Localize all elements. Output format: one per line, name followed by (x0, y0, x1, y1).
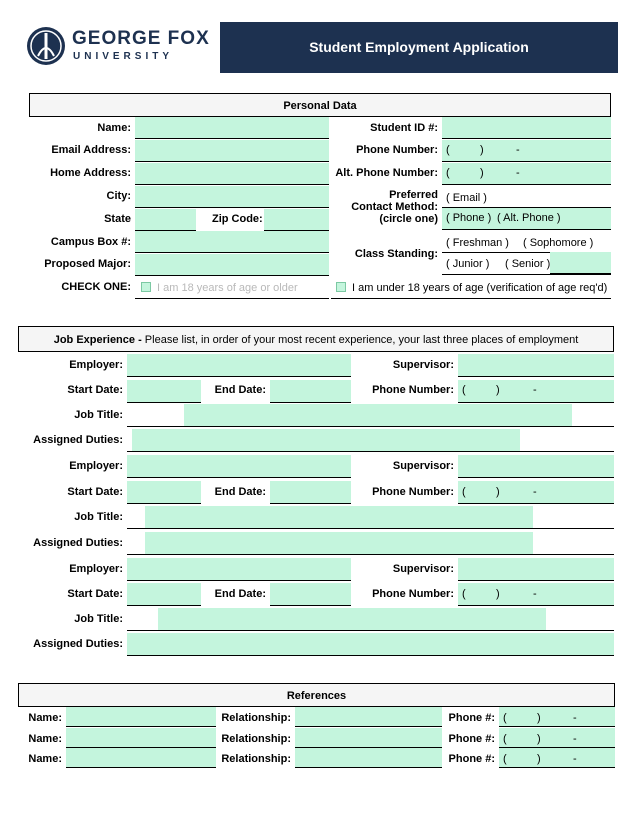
supervisor-3-field[interactable] (458, 558, 614, 581)
duties-2-label: Assigned Duties: (33, 537, 123, 549)
ref-1-relationship-label: Relationship: (221, 712, 291, 724)
campus-box-label: Campus Box #: (50, 236, 131, 248)
university-seal-icon (26, 26, 66, 66)
supervisor-3-label: Supervisor: (392, 563, 454, 575)
job-title-3-label: Job Title: (74, 613, 123, 625)
personal-data-header: Personal Data (29, 93, 611, 117)
sophomore-option[interactable]: ( Sophomore ) (523, 237, 594, 249)
logo (26, 26, 210, 66)
ref-1-phone-label: Phone #: (448, 712, 495, 724)
junior-option[interactable]: ( Junior ) (446, 258, 490, 270)
job-phone-3-close-paren: ) (496, 588, 500, 600)
ref-3-relationship-label: Relationship: (221, 753, 291, 765)
ref-1-phone-close-paren: ) (537, 712, 541, 724)
duties-1-label: Assigned Duties: (33, 434, 123, 446)
zip-label: Zip Code: (212, 213, 263, 225)
duties-1-field[interactable] (132, 429, 520, 452)
alt-phone-open-paren: ( (446, 167, 450, 179)
phone-open-paren: ( (446, 144, 450, 156)
job-experience-instructions: Please list, in order of your most recent experience, your last three places of employment (141, 334, 579, 346)
supervisor-2-field[interactable] (458, 455, 614, 478)
duties-2-field[interactable] (145, 532, 533, 555)
phone-dash: - (516, 144, 520, 156)
ref-1-name-label: Name: (28, 712, 62, 724)
ref-2-name-label: Name: (28, 733, 62, 745)
preferred-label: Preferred (389, 189, 438, 201)
employer-2-label: Employer: (69, 460, 123, 472)
alt-phone-close-paren: ) (480, 167, 484, 179)
ref-1-phone-field[interactable] (499, 707, 615, 727)
job-phone-2-label: Phone Number: (372, 486, 454, 498)
home-label: Home Address: (50, 167, 131, 179)
over-18-label: I am 18 years of age or older (157, 282, 298, 294)
ref-2-phone-close-paren: ) (537, 733, 541, 745)
job-phone-2-dash: - (533, 486, 537, 498)
job-phone-3-dash: - (533, 588, 537, 600)
email-label: Email Address: (51, 144, 131, 156)
ref-3-phone-field[interactable] (499, 748, 615, 768)
logo-subtitle: UNIVERSITY (73, 51, 174, 62)
ref-2-phone-label: Phone #: (448, 733, 495, 745)
ref-3-name-label: Name: (28, 753, 62, 765)
end-date-3-label: End Date: (214, 588, 266, 600)
start-date-1-field[interactable] (127, 380, 201, 403)
start-date-3-label: Start Date: (67, 588, 123, 600)
major-field[interactable] (135, 254, 329, 276)
job-phone-1-close-paren: ) (496, 384, 500, 396)
employer-1-label: Employer: (69, 359, 123, 371)
ref-2-phone-field[interactable] (499, 728, 615, 748)
job-phone-1-dash: - (533, 384, 537, 396)
start-date-2-field[interactable] (127, 481, 201, 504)
over-18-checkbox[interactable] (141, 282, 151, 292)
supervisor-2-label: Supervisor: (392, 460, 454, 472)
contact-email-option[interactable]: ( Email ) (446, 192, 487, 204)
job-phone-1-open-paren: ( (462, 384, 466, 396)
job-title-2-label: Job Title: (74, 511, 123, 523)
start-date-2-label: Start Date: (67, 486, 123, 498)
student-id-field[interactable] (442, 117, 611, 139)
senior-option[interactable]: ( Senior ) (505, 258, 551, 270)
major-label: Proposed Major: (44, 258, 131, 270)
ref-3-phone-close-paren: ) (537, 753, 541, 765)
job-title-3-field[interactable] (158, 608, 546, 631)
job-experience-title: Job Experience - (53, 334, 142, 346)
start-date-3-field[interactable] (127, 583, 201, 606)
supervisor-1-label: Supervisor: (392, 359, 454, 371)
supervisor-1-field[interactable] (458, 354, 614, 377)
state-label: State (104, 213, 131, 225)
start-date-1-label: Start Date: (67, 384, 123, 396)
ref-1-phone-dash: - (573, 712, 577, 724)
job-title-1-field[interactable] (184, 404, 572, 427)
employer-3-field[interactable] (127, 558, 351, 581)
contact-alt-phone-option[interactable]: ( Alt. Phone ) (497, 212, 561, 224)
phone-label: Phone Number: (356, 144, 438, 156)
circle-one-label: (circle one) (379, 213, 438, 225)
employer-2-field[interactable] (127, 455, 351, 478)
job-phone-2-open-paren: ( (462, 486, 466, 498)
duties-3-label: Assigned Duties: (33, 638, 123, 650)
alt-phone-label: Alt. Phone Number: (335, 167, 438, 179)
ref-3-phone-open-paren: ( (503, 753, 507, 765)
ref-1-phone-open-paren: ( (503, 712, 507, 724)
zip-field[interactable] (264, 209, 329, 231)
ref-3-name-field[interactable] (66, 748, 216, 768)
ref-2-name-field[interactable] (66, 728, 216, 748)
end-date-2-label: End Date: (214, 486, 266, 498)
contact-phone-option[interactable]: ( Phone ) (446, 212, 492, 224)
class-standing-field[interactable] (550, 252, 611, 274)
employer-3-label: Employer: (69, 563, 123, 575)
logo-name: GEORGE FOX (72, 28, 210, 49)
job-phone-1-label: Phone Number: (372, 384, 454, 396)
job-experience-header (18, 326, 614, 352)
ref-2-phone-dash: - (573, 733, 577, 745)
check-one-label: CHECK ONE: (61, 281, 131, 293)
phone-close-paren: ) (480, 144, 484, 156)
city-label: City: (106, 190, 131, 202)
under-18-checkbox[interactable] (336, 282, 346, 292)
job-phone-3-label: Phone Number: (372, 588, 454, 600)
ref-1-name-field[interactable] (66, 707, 216, 727)
duties-3-field[interactable] (127, 633, 614, 656)
class-standing-label: Class Standing: (354, 248, 438, 260)
alt-phone-dash: - (516, 167, 520, 179)
ref-3-phone-dash: - (573, 753, 577, 765)
job-phone-2-close-paren: ) (496, 486, 500, 498)
freshman-option[interactable]: ( Freshman ) (446, 237, 509, 249)
ref-2-relationship-label: Relationship: (221, 733, 291, 745)
ref-3-phone-label: Phone #: (448, 753, 495, 765)
alt-phone-field[interactable] (442, 163, 611, 185)
references-header: References (18, 683, 615, 707)
state-field[interactable] (135, 209, 196, 231)
name-label: Name: (97, 122, 131, 134)
employer-1-field[interactable] (127, 354, 351, 377)
ref-2-phone-open-paren: ( (503, 733, 507, 745)
job-title-2-field[interactable] (145, 506, 533, 529)
contact-method-label: Contact Method: (351, 201, 438, 213)
student-id-label: Student ID #: (370, 122, 438, 134)
job-title-1-label: Job Title: (74, 409, 123, 421)
job-phone-3-open-paren: ( (462, 588, 466, 600)
page-title: Student Employment Application (220, 22, 618, 73)
end-date-1-label: End Date: (214, 384, 266, 396)
phone-field[interactable] (442, 140, 611, 162)
under-18-label: I am under 18 years of age (verification of age req'd) (352, 282, 608, 294)
